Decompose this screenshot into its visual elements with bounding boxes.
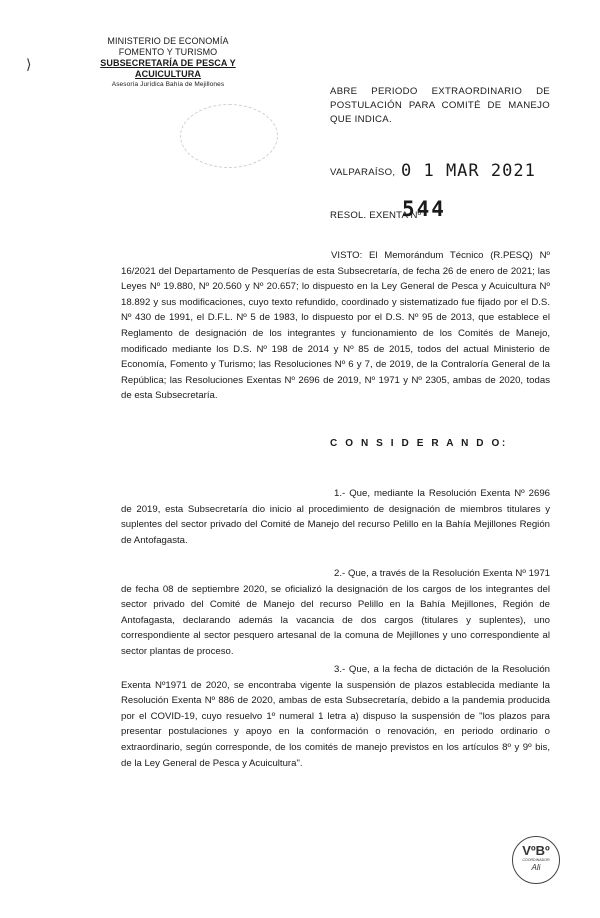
approval-mark: VºBº (522, 843, 550, 858)
approval-caption: COORDINADOR (522, 858, 550, 862)
considerando-item-3: 3.- Que, a la fecha de dictación de la Resolución Exenta Nº1971 de 2020, se encontraba vigente la suspensión de plazos establecida mediante la Resolución Exenta Nº 886 de 2020, ambas de esta Subsecretaría, debido a la pandemia producida por el COVID-19, cuyo resuelvo 1º numeral 1 letra a) dispuso la suspensión de "los plazos para presentar postulaciones y apoyo en la conformación o renovación, en periodo ordinario o extraordinario, según corresponde, de los comités de manejo previstos en los artículos 8º y 9º bis, de la Ley General de Pesca y Acuicultura". (121, 664, 550, 769)
scan-mark-icon: ⟩ (26, 56, 32, 72)
subsecretaria-name: SUBSECRETARÍA DE PESCA Y ACUICULTURA (100, 58, 236, 79)
ministry-subtitle: FOMENTO Y TURISMO (118, 47, 218, 57)
visto-paragraph: VISTO: El Memorándum Técnico (R.PESQ) Nº 16/2021 del Departamento de Pesquerías de esta Subsecretaría, de fecha 26 de enero de 2021; las Leyes Nº 19.880, Nº 20.560 y Nº 20.657; lo dispuesto en la Ley General de Pesca y Acuicultura Nº 18.892 y sus modificaciones, cuyo texto refundido, coordinado y sistematizado fue fijado por el D.S. Nº 430 de 1991, el D.F.L. Nº 5 de 1983, lo dispuesto por el D.S. Nº 95 de 2013, que establece el Reglamento de designación de los integrantes y funcionamiento de los Comités de Manejo, modificado mediante los D.S. Nº 198 de 2014 y Nº 85 de 2015, todos del actual Ministerio de Economía, Fomento y Turismo; las Resoluciones Nº 6 y 7, de 2019, de la Contraloría General de la República; las Resoluciones Exentas Nº 2696 de 2019, Nº 1971 y Nº 2305, ambas de 2020, todas de esta Subsecretaría. (121, 250, 550, 402)
place-label: VALPARAÍSO, (330, 167, 396, 178)
approval-initials: Ali (531, 863, 541, 872)
resolution-label: RESOL. EXENTA Nº (330, 210, 422, 221)
department-name: Asesoría Jurídica Bahía de Mejillones (111, 81, 225, 88)
faint-stamp (180, 104, 278, 168)
resolution-number: 544 (402, 197, 446, 221)
approval-stamp (512, 836, 560, 884)
resolution-subject: ABRE PERIODO EXTRAORDINARIO DE POSTULACIÓN PARA COMITÉ DE MANEJO QUE INDICA. (330, 86, 550, 125)
considerando-heading: C O N S I D E R A N D O: (330, 438, 508, 449)
considerando-item-2: 2.- Que, a través de la Resolución Exenta Nº 1971 de fecha 08 de septiembre 2020, se oficializó la designación de los cargos de los integrantes del sector privado del Comité de Manejo del recurso Pelillo en la Bahía Mejillones, Región de Antofagasta, declarando además la vacancia de dos cargos (titulares y suplentes), uno correspondiente al sector pesquero artesanal de la comuna de Mejillones y uno correspondiente al sector plantas de proceso. (121, 568, 550, 657)
letterhead (68, 36, 268, 89)
ministry-name: MINISTERIO DE ECONOMÍA (107, 36, 229, 46)
resolution-date: 0 1 MAR 2021 (401, 161, 536, 181)
considerando-item-1: 1.- Que, mediante la Resolución Exenta Nº 2696 de 2019, esta Subsecretaría dio inicio al procedimiento de designación de miembros titulares y suplentes del sector privado del Comité de Manejo del recurso Pelillo en la Bahía Mejillones Región de Antofagasta. (121, 488, 550, 546)
